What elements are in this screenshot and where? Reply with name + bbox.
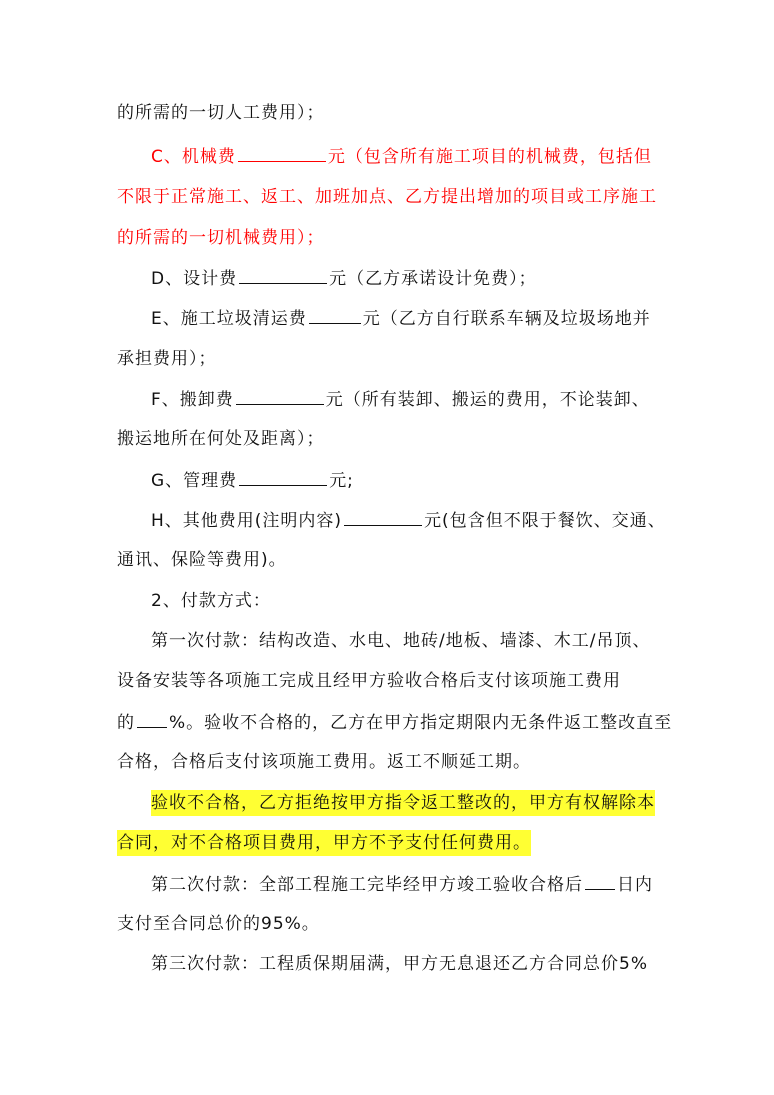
fill-in-blank [344,507,422,526]
fill-in-blank [585,871,615,890]
second-payment-line: 第二次付款：全部工程施工完毕经甲方竣工验收合格后 日内 [151,871,653,897]
text-line: 的所需的一切机械费用）； [117,228,325,248]
text-line: 设备安装等各项施工完成且经甲方验收合格后支付该项施工费用 [117,671,621,691]
fill-in-blank [239,265,327,284]
fill-in-blank [137,709,167,728]
machinery-fee-line: C、机械费 元（包含所有施工项目的机械费，包括但 [151,143,652,169]
text-line: 通讯、保险等费用)。 [117,550,287,570]
section-heading-payment: 2、付款方式： [151,591,271,611]
text-line: 承担费用）； [117,349,217,369]
text-line: 支付至合同总价的95%。 [117,914,320,934]
fill-in-blank [309,305,361,324]
other-fee-line: H、其他费用(注明内容) 元(包含但不限于餐饮、交通、 [151,507,666,533]
fill-in-blank [239,467,327,486]
fill-in-blank [238,143,326,162]
management-fee-line: G、管理费 元; [151,467,354,493]
highlighted-clause: 合同，对不合格项目费用，甲方不予支付任何费用。 [117,830,531,856]
text-line: 的 %。验收不合格的，乙方在甲方指定期限内无条件返工整改直至 [117,709,672,735]
text-line: 搬运地所在何处及距离）； [117,429,325,449]
garbage-fee-line: E、施工垃圾清运费 元（乙方自行联系车辆及垃圾场地并 [151,305,651,331]
handling-fee-line: F、搬卸费 元（所有装卸、搬运的费用，不论装卸、 [151,386,650,412]
fill-in-blank [236,386,324,405]
text-line: 的所需的一切人工费用）； [117,103,325,123]
highlighted-clause: 验收不合格，乙方拒绝按甲方指令返工整改的，甲方有权解除本 [151,790,655,816]
text-line: 合格，合格后支付该项施工费用。返工不顺延工期。 [117,752,531,772]
third-payment-line: 第三次付款：工程质保期届满，甲方无息退还乙方合同总价5% [151,954,648,974]
first-payment-line: 第一次付款：结构改造、水电、地砖/地板、墙漆、木工/吊顶、 [151,631,651,651]
text-line: 不限于正常施工、返工、加班加点、乙方提出增加的项目或工序施工 [117,187,657,207]
design-fee-line: D、设计费 元（乙方承诺设计免费）； [151,265,537,291]
